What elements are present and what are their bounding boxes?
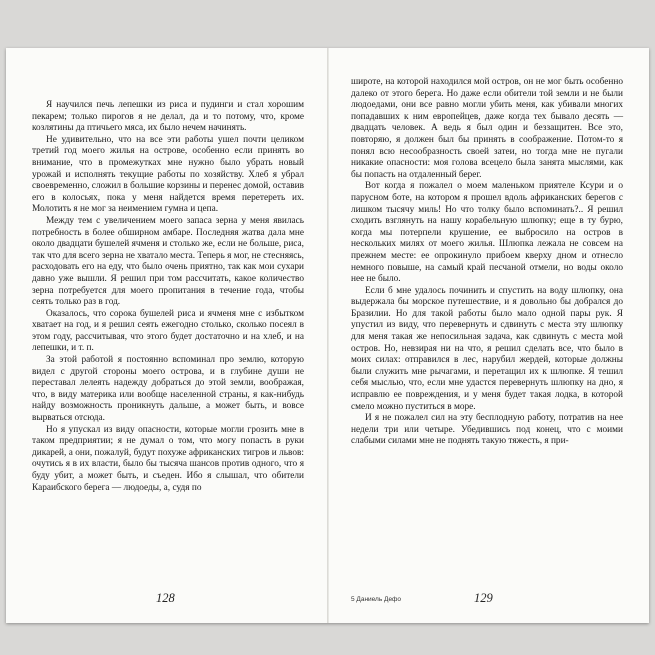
right-page-text [351, 77, 623, 448]
paragraph: Если б мне удалось починить и спустить на воду шлюпку, она выдержала бы морское путешествие, и я довольно бы добрался до Бразилии. Но для такой работы было мало одной пары рук. Я упустил из виду, что перевернуть и сдвинуть с места эту шлюпку для меня такая же непосильная задача, как сдвинуть с места мой остров. Но, невзирая ни на что, я решил сделать все, что было в моих силах: отправился в лес, нарубил жердей, которые должны были служить мне рычагами, и перетащил их к шлюпке. Я тешил себя мыслью, что, если мне удастся перевернуть шлюпку на дно, я исправлю ее повреждения, и у меня будет такая лодка, в которой смело можно пуститься в море. [351, 285, 623, 412]
book-gutter [327, 48, 329, 623]
paragraph: И я не пожалел сил на эту бесплодную работу, потратив на нее недели три или четыре. Убедившись под конец, что с моими слабыми силами мне не поднять такую тяжесть, я при- [351, 413, 623, 447]
paragraph: Не удивительно, что на все эти работы ушел почти целиком третий год моего жилья на острове, особенно если принять во внимание, что в промежутках мне нужно было убрать новый урожай и исполнять текущие работы по хозяйству. Хлеб я убрал своевременно, сложил в большие корзины и перенес домой, оставив его в колосьях, пока у меня найдется время перетереть их. Молотить я не мог за неимением гумна и цепа. [32, 134, 304, 215]
paragraph: Оказалось, что сорока бушелей риса и ячменя мне с избытком хватает на год, и я решил сеять ежегодно столько, сколько посеял в этом году, рассчитывая, что этого будет достаточно и на хлеб, и на лепешки, и т. п. [32, 308, 304, 354]
paragraph: За этой работой я постоянно вспоминал про землю, которую видел с другой стороны моего острова, и в глубине души не переставал лелеять надежду добраться до этой земли, воображая, что, в виду материка или вообще населенной страны, я как-нибудь найду возможность проникнуть дальше, а может быть, и вовсе вырваться отсюда. [32, 355, 304, 424]
left-page [18, 48, 318, 623]
right-page [337, 48, 637, 623]
paragraph: Вот когда я пожалел о моем маленьком приятеле Ксури и о парусном боте, на котором я прошел вдоль африканских берегов с лишком тысячу миль! Но что толку было вспоминать?.. Я решил сходить взглянуть на нашу корабельную шлюпку; еще в ту бурю, когда мы потерпели крушение, ее выбросило на остров в нескольких милях от моего жилья. Шлюпка лежала не совсем на прежнем месте: ее опрокинуло прибоем кверху дном и отнесло немного повыше, на самый край песчаной отмели, но воды около нее не было. [351, 181, 623, 285]
paragraph: широте, на которой находился мой остров, он не мог быть особенно далеко от этого берега. Но даже если обители той земли и не были людоедами, они все равно могли убить меня, как убивали многих попадавших к ним европейцев, даже когда тех бывало десять — двадцать человек. А ведь я был один и беззащитен. Все это, повторяю, я должен был бы принять в соображение. Потом-то я понял всю несообразность своей затеи, но тогда мне не пугали никакие опасности: моя голова всецело была занята мыслями, как бы попасть на отдаленный берег. [351, 77, 623, 180]
page-number: 128 [156, 591, 175, 605]
paragraph: Между тем с увеличением моего запаса зерна у меня явилась потребность в более обширном амбаре. Последняя жатва дала мне около двадцати бушелей ячменя и столько же, если не больше, риса, так что для всего зерна не хватало места. Теперь я мог, не стесняясь, расходовать его на еду, что было очень приятно, так как мои сухари давно уже вышли. Я решил при том рассчитать, какое количество зерна потребуется для моего пропитания в течение года, чтобы сеять только раз в год. [32, 215, 305, 308]
book-spread [6, 48, 649, 623]
page-number: 129 [474, 591, 493, 605]
left-page-text [32, 100, 304, 494]
printer-signature: 5 Даниель Дефо [351, 596, 402, 603]
paragraph: Но я упускал из виду опасности, которые могли грозить мне в таком предприятии; я не думал о том, что могу попасть в руки дикарей, а они, пожалуй, будут похуже африканских тигров и львов: очутись я в их власти, было бы тысяча шансов против одного, что я буду убит, а может быть, и съеден. Ибо я слышал, что обители Караибского берега — людоеды, а, судя по [32, 424, 304, 493]
paragraph: Я научился печь лепешки из риса и пудинги и стал хорошим пекарем; только пирогов я не делал, да и то потому, что, кроме козлятины да птичьего мяса, их было нечем начинять. [32, 100, 304, 134]
